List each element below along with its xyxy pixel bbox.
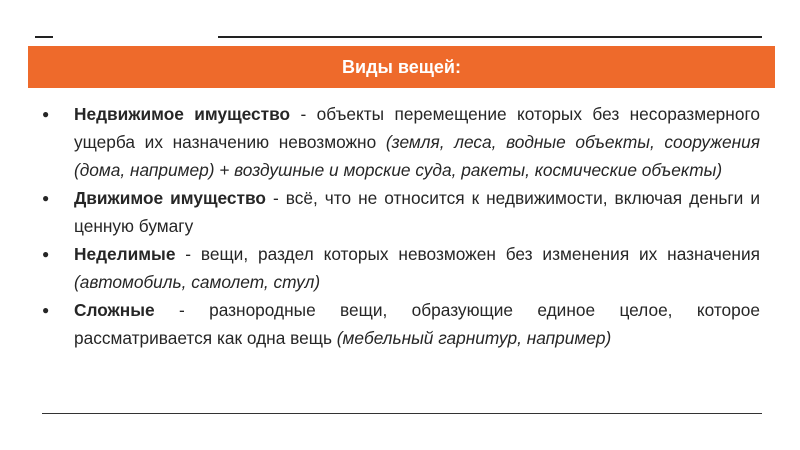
slide-title: Виды вещей: bbox=[342, 56, 461, 77]
item-term: Неделимые bbox=[74, 244, 176, 264]
item-description: - разнородные вещи, образующие единое целое, которое рассматривается как одна вещь bbox=[74, 300, 760, 348]
bottom-divider bbox=[42, 413, 762, 414]
item-text bbox=[74, 100, 760, 184]
item-term: Движимое имущество bbox=[74, 188, 266, 208]
list-item-movable bbox=[42, 184, 760, 240]
item-text bbox=[74, 296, 760, 352]
item-example: (земля, леса, водные объекты, сооружения (дома, например) + воздушные и морские суда, ракеты, космические объекты) bbox=[74, 132, 761, 180]
bullet-icon: ● bbox=[42, 191, 50, 205]
bullet-icon: ● bbox=[42, 303, 50, 317]
top-divider bbox=[218, 36, 762, 38]
item-text bbox=[74, 240, 760, 296]
list-item-indivisible bbox=[42, 240, 760, 296]
item-description: - объекты перемещение которых без несоразмерного ущерба их назначению невозможно bbox=[74, 104, 760, 152]
item-description: - всё, что не относится к недвижимости, включая деньги и ценную бумагу bbox=[74, 188, 760, 236]
item-description: - вещи, раздел которых невозможен без изменения их назначения bbox=[175, 244, 760, 264]
item-text bbox=[74, 184, 760, 240]
title-banner bbox=[28, 46, 775, 88]
bullet-list bbox=[42, 100, 760, 352]
list-item-immovable bbox=[42, 100, 760, 184]
item-example: (автомобиль, самолет, стул) bbox=[74, 272, 321, 292]
item-example: (мебельный гарнитур, например) bbox=[336, 328, 612, 348]
short-divider bbox=[35, 36, 53, 38]
bullet-icon: ● bbox=[42, 247, 50, 261]
list-item-complex bbox=[42, 296, 760, 352]
item-term: Недвижимое имущество bbox=[74, 104, 291, 124]
bullet-icon: ● bbox=[42, 107, 50, 121]
item-term: Сложные bbox=[74, 300, 155, 320]
